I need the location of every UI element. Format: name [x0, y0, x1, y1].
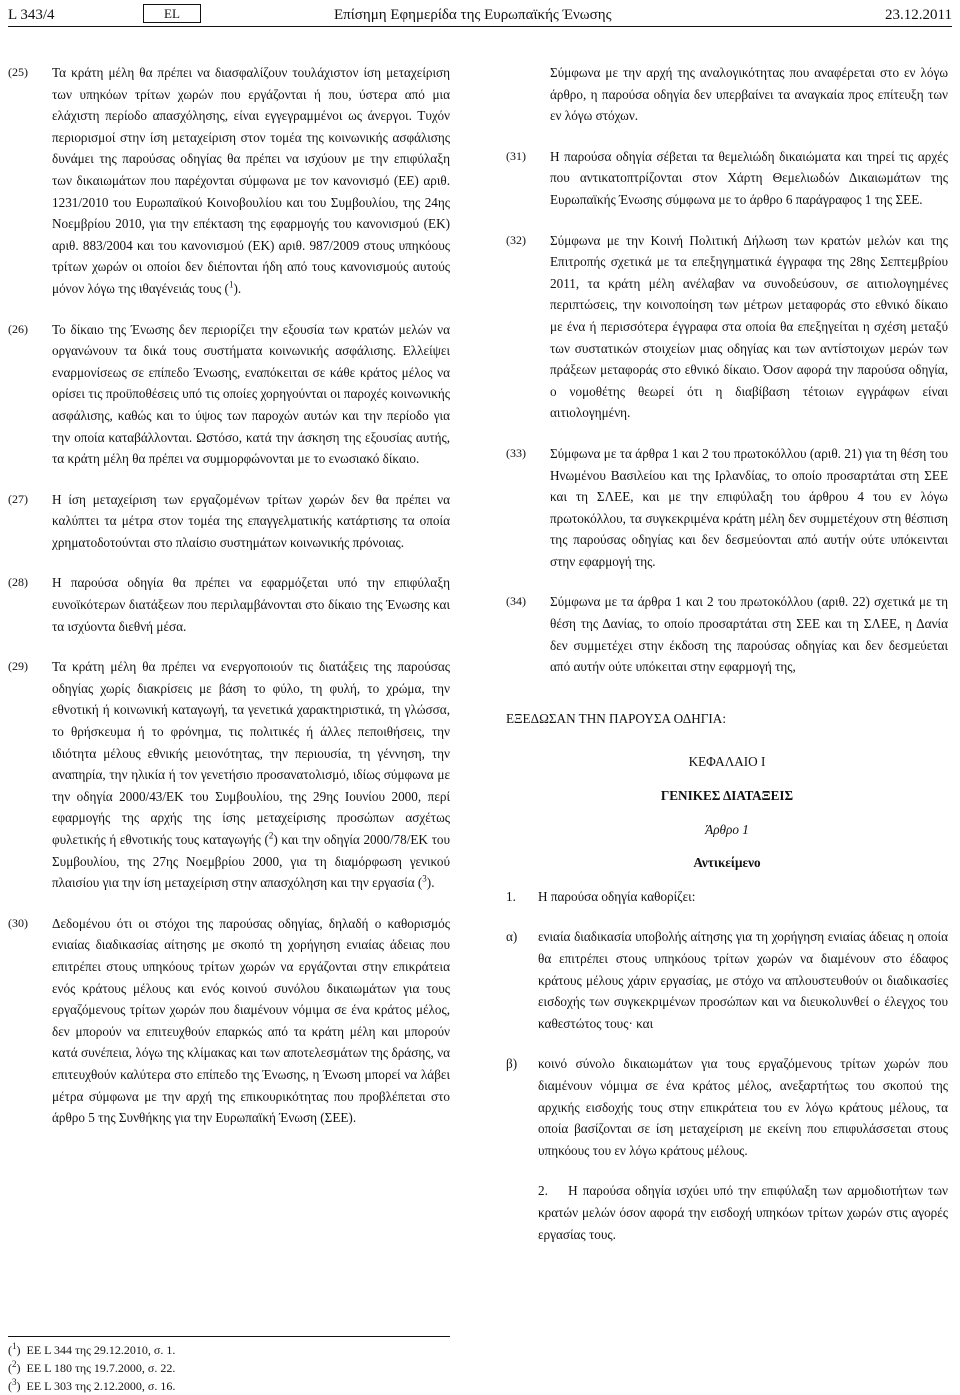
recital-34 [506, 591, 948, 677]
point-letter: α) [506, 929, 518, 945]
article-title: Αντικείμενο [693, 855, 761, 871]
right-column [506, 62, 948, 1245]
point-text: κοινό σύνολο δικαιωμάτων για τους εργαζόμενους τρίτων χωρών που διαμένουν νόμιμα σε ένα κράτος μέλος, ανεξαρτήτως του σκοπού της αρχικής εισδοχής τους στην επικράτεια του εν λόγω κράτους μέλους, τα οποία βασίζονται σε ίση μεταχείριση με εκείνη που επιφυλάσσεται στους υπηκόους του εν λόγω κράτους μέλους. [538, 1056, 948, 1158]
footnote-ref[interactable]: 1 [228, 279, 234, 290]
recital-text: Το δίκαιο της Ένωσης δεν περιορίζει την εξουσία των κρατών μελών να οργανώνουν τα δικά τους συστήματα κοινωνικής ασφάλισης. Ελλείψει εναρμονίσεως σε επίπεδο Ένωσης, εναπόκειται σε κάθε κράτος μέλος να ορίσει τις προϋποθέσεις υπό τις οποίες χορηγούνται οι παροχές κοινωνικής ασφάλισης, καθώς και το ύψος των παροχών αυτών και την περίοδο για την οποία καταβάλλονται. Ωστόσο, κατά την άσκηση της εξουσίας αυτής, τα κράτη μέλη θα πρέπει να συμμορφώνονται με το ενωσιακό δίκαιο. [52, 321, 450, 467]
recital-text: Η παρούσα οδηγία σέβεται τα θεμελιώδη δικαιώματα και τηρεί τις αρχές που αντικατοπτρίζονται στον Χάρτη Θεμελιωδών Δικαιωμάτων της Ευρωπαϊκής Ένωσης σύμφωνα με το άρθρο 6 παράγραφος 1 της ΣΕΕ. [550, 148, 948, 207]
recital-text: Δεδομένου ότι οι στόχοι της παρούσας οδηγίας, δηλαδή ο καθορισμός ενιαίας διαδικασίας αίτησης με σκοπό τη χορήγηση ενιαίας άδειας που επιτρέπει στους υπηκόους τρίτων χωρών να εργάζονται στην επικράτεια ενός κράτους μέλους και ενός κοινού συνόλου δικαιωμάτων για τους εργαζόμενους τρίτων χωρών που διαμένουν νόμιμα σε ένα κράτος μέλος, δεν μπορούν να επιτευχθούν επαρκώς από τα κράτη μέλη και μπορούν κατά συνέπεια, λόγω της κλίμακας και των αποτελεσμάτων της δράσης, να επιτευχθούν καλύτερα στο επίπεδο της Ένωσης, η Ένωση μπορεί να λάβει μέτρα σύμφωνα με την αρχή της επικουρικότητας που προβλέπεται στο άρθρο 5 της Συνθήκης για την Ευρωπαϊκή Ένωση (ΣΕΕ). [52, 915, 450, 1126]
recital-25 [8, 62, 450, 300]
paragraph-1 [506, 886, 948, 908]
recital-33 [506, 443, 948, 573]
recital-31 [506, 146, 948, 211]
recital-number: (30) [8, 915, 28, 930]
recital-number: (33) [506, 445, 526, 460]
recital-text: Σύμφωνα με τα άρθρα 1 και 2 του πρωτοκόλλου (αριθ. 22) σχετικά με τη θέση της Δανίας, το οποίο προσαρτάται στη ΣΕΕ και τη ΣΛΕΕ, η Δανία δεν συμμετέχει στην έκδοση της παρούσας οδηγίας και δεν δεσμεύεται από αυτήν ούτε υπόκειται στην εφαρμογή της, [550, 594, 948, 675]
recital-text: Σύμφωνα με τα άρθρα 1 και 2 του πρωτοκόλλου (αριθ. 21) για τη θέση του Ηνωμένου Βασιλείου και της Ιρλανδίας, το οποίο προσαρτάται στη ΣΕΕ και τη ΣΛΕΕ, και με την επιφύλαξη του άρθρου 4 του εν λόγω πρωτοκόλλου, τα συγκεκριμένα κράτη μέλη δεν συμμετέχουν στη θέσπιση της παρούσας οδηγίας και δεν δεσμεύονται από αυτήν ούτε υπόκεινται στην εφαρμογή της. [550, 445, 948, 569]
page-header [8, 4, 952, 27]
recital-30 [8, 913, 450, 1129]
recital-text: Τα κράτη μέλη θα πρέπει να διασφαλίζουν τουλάχιστον ίση μεταχείριση των υπηκόων τρίτων χωρών που εργάζονται ή που, ύστερα από μια ελάχιστη περίοδο απασχόλησης, είναι εγγεγραμμένοι ως άνεργοι. Τυχόν περιορισμοί στην ίση μεταχείριση στον τομέα της κοινωνικής ασφάλισης δυνάμει της παρούσας οδηγίας θα πρέπει να ισχύουν με την επιφύλαξη των δικαιωμάτων που παρέχονται σύμφωνα με τον κανονισμό (ΕΕ) αριθ. 1231/2010 του Ευρωπαϊκού Κοινοβουλίου και του Συμβουλίου, της 24ης Νοεμβρίου 2010, για την επέκταση της εφαρμογής του κανονισμού (ΕΚ) αριθ. 883/2004 και του κανονισμού (ΕΚ) αριθ. 987/2009 στους υπηκόους τρίτων χωρών οι οποίοι δεν διέπονται ήδη από τους κανονισμούς αυτούς μόνον λόγω της ιθαγένειάς τους ($^1$). [52, 65, 450, 296]
recital-number: (25) [8, 65, 28, 79]
footnote-ref[interactable]: 2 [268, 830, 274, 841]
paragraph-number: 1. [506, 888, 516, 904]
issue-date: 23.12.2011 [885, 7, 952, 23]
recital-32 [506, 230, 948, 424]
recital-number: (31) [506, 148, 526, 163]
chapter-heading: ΚΕΦΑΛΑΙΟ I [688, 754, 766, 770]
recital-29 [8, 656, 450, 894]
journal-title: Επίσημη Εφημερίδα της Ευρωπαϊκής Ένωσης [334, 7, 612, 23]
footnote-2: ($^2$) ΕΕ L 180 της 19.7.2000, σ. 22. [8, 1359, 176, 1375]
point-a [506, 926, 948, 1034]
recital-text: Η ίση μεταχείριση των εργαζομένων τρίτων χωρών δεν θα πρέπει να καλύπτει τα μέτρα στον τομέα της επαγγελματικής κατάρτισης τα οποία χρηματοδοτούνται στο πλαίσιο συστημάτων κοινωνικής πρόνοιας. [52, 491, 450, 550]
footnotes [8, 1336, 450, 1395]
footnote-ref[interactable]: 3 [422, 873, 427, 884]
recital-number: (34) [506, 594, 526, 609]
recital-text: Σύμφωνα με την αρχή της αναλογικότητας που αναφέρεται στο εν λόγω άρθρο, η παρούσα οδηγία δεν υπερβαίνει τα αναγκαία προς επίτευξη των εν λόγω στόχων. [550, 65, 948, 124]
recital-number: (28) [8, 575, 28, 590]
recital-number: (29) [8, 659, 28, 674]
recital-number: (32) [506, 232, 526, 247]
recital-number: (27) [8, 491, 28, 506]
recital-number: (26) [8, 321, 28, 336]
recital-text: Σύμφωνα με την Κοινή Πολιτική Δήλωση των κρατών μελών και της Επιτροπής σχετικά με τα επεξηγηματικά έγγραφα της 28ης Σεπτεμβρίου 2011, τα κράτη μέλη ανέλαβαν να συνοδεύσουν, σε αιτιολογημένες περιπτώσεις, την κοινοποίηση των μέτρων μεταφοράς στο εθνικό δίκαιο με ένα ή περισσότερα έγγραφα στα οποία θα επεξηγείται η σχέση μεταξύ των συστατικών στοιχείων μιας οδηγίας και των αντίστοιχων μερών των πράξεων μεταφοράς στο εθνικό δίκαιο. Όσον αφορά την παρούσα οδηγία, ο νομοθέτης θεωρεί ότι η διαβίβαση τέτοιων εγγράφων είναι αιτιολογημένη. [550, 232, 948, 421]
recital-28 [8, 572, 450, 637]
point-text: ενιαία διαδικασία υποβολής αίτησης για τη χορήγηση ενιαίας άδειας η οποία θα επιτρέπει στους υπηκόους τρίτων χωρών να διαμένουν στο έδαφος κράτους μέλους χάριν εργασίας, με στόχο να απλουστευθούν οι διαδικασίες εισδοχής των συγκεκριμένων προσώπων και να διευκολυνθεί ο έλεγχος του καθεστώτος τους· και [538, 929, 948, 1031]
paragraph-2 [506, 1180, 948, 1245]
article-heading: Άρθρο 1 [705, 821, 749, 837]
chapter-title: ΓΕΝΙΚΕΣ ΔΙΑΤΑΞΕΙΣ [660, 788, 794, 804]
footnote-3: ($^3$) ΕΕ L 303 της 2.12.2000, σ. 16. [8, 1377, 176, 1393]
page-number: L 343/4 [8, 7, 55, 23]
recital-26 [8, 319, 450, 470]
recital-text: Η παρούσα οδηγία θα πρέπει να εφαρμόζεται υπό την επιφύλαξη ευνοϊκότερων διατάξεων που περιλαμβάνονται στο δίκαιο της Ένωσης και τα ισχύοντα διεθνή μέσα. [52, 575, 450, 634]
paragraph-number: 2. [538, 1183, 548, 1199]
point-b [506, 1053, 948, 1161]
paragraph-text: 2. Η παρούσα οδηγία ισχύει υπό την επιφύλαξη των αρμοδιοτήτων των κρατών μελών όσον αφορά την εισδοχή υπηκόων τρίτων χωρών στις αγορές εργασίας τους. [538, 1183, 948, 1242]
paragraph-text: Η παρούσα οδηγία καθορίζει: [538, 888, 696, 904]
recital-text: Τα κράτη μέλη θα πρέπει να ενεργοποιούν τις διατάξεις της παρούσας οδηγίας χωρίς διακρίσεις με βάση το φύλο, τη φυλή, το χρώμα, την εθνοτική ή κοινωνική καταγωγή, τα γενετικά χαρακτηριστικά, τη γλώσσα, το θρήσκευμα ή το φρόνημα, τις πολιτικές ή άλλες πεποιθήσεις, την ιδιότητα μέλους εθνικής μειονότητας, την περιουσία, τη γέννηση, την αναπηρία, την ηλικία ή τον γενετήσιο προσανατολισμό, ιδίως σύμφωνα με την οδηγία 2000/43/ΕΚ του Συμβουλίου, της 29ης Ιουνίου 2000, περί εφαρμογής της αρχής της ίσης μεταχείρισης προσώπων ασχέτως φυλετικής ή εθνοτικής τους καταγωγής ($^2$) και την οδηγία 2000/78/ΕΚ του Συμβουλίου, της 27ης Νοεμβρίου 2000, για τη διαμόρφωση γενικού πλαισίου για την ίση μεταχείριση στην απασχόληση και την εργασία ($^3$). [52, 659, 450, 891]
point-letter: β) [506, 1056, 518, 1072]
footnote-1: ($^1$) ΕΕ L 344 της 29.12.2010, σ. 1. [8, 1341, 176, 1357]
enacting-formula: ΕΞΕΔΩΣΑΝ ΤΗΝ ΠΑΡΟΥΣΑ ΟΔΗΓΙΑ: [506, 710, 726, 726]
recital-30-continued [506, 62, 948, 127]
language-badge: EL [143, 4, 201, 23]
left-column [8, 62, 450, 1129]
recital-27 [8, 489, 450, 554]
